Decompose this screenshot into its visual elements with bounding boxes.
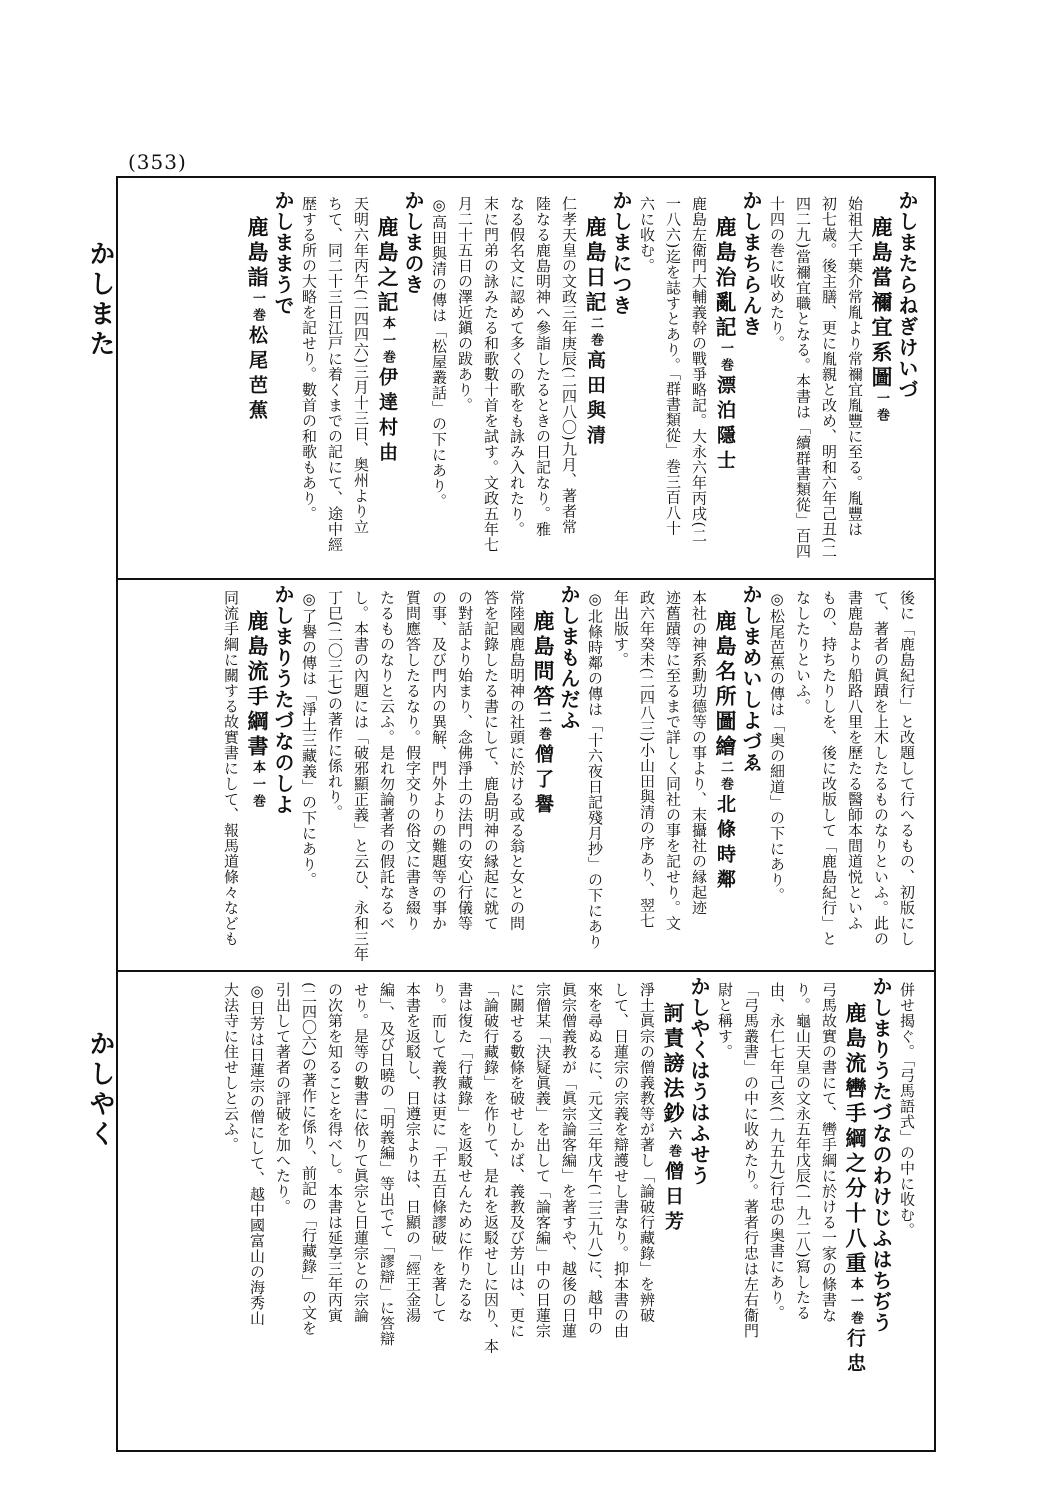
entry-body-line: 始祖大千葉介常胤より常禰宜胤豐に至る。胤豐は xyxy=(846,196,864,537)
entry-volume: 一巻 xyxy=(250,291,265,325)
entry-body-line: ちて、同二十三日江戸に着くまでの記にて、途中經 xyxy=(326,196,344,553)
entry-volume: 一巻 xyxy=(718,341,733,375)
catalog-entry xyxy=(764,584,920,964)
entry-body-line: 月二十五日の澤近鎭の跋あり。 xyxy=(456,196,474,413)
entry-body-line: 「弓馬叢書」の中に收めたり。著者行忠は左右衞門 xyxy=(742,982,760,1339)
catalog-entry xyxy=(244,190,296,570)
entry-body-line: ◎松尾芭蕉の傳は「奥の細道」の下にあり。 xyxy=(768,590,786,903)
entry-author: 漂泊隱士 xyxy=(714,375,736,475)
entry-body-line: なしたりといふ。 xyxy=(794,590,812,714)
entry-title: 鹿島流轡手綱之分十八重 xyxy=(843,1002,868,1277)
entry-body-line: 本書を返駁し、日遵宗よりは、日顯の「經王金湯 xyxy=(404,982,422,1323)
entry-body-line: 書は復た「行藏錄」を返駁せんために作りたるな xyxy=(456,982,474,1323)
entry-body-line: 答を記錄したる書にして、鹿島明神の縁起に就て xyxy=(482,590,500,931)
entry-body-line: せり。是等の數書に依りて眞宗と日蓮宗との宗論 xyxy=(352,982,370,1323)
entry-body-line: 迹舊蹟等に至るまで詳しく同社の事を記せり。文 xyxy=(664,590,682,931)
entry-volume: 本一巻 xyxy=(250,760,265,811)
entry-author: 北條時鄰 xyxy=(714,794,736,894)
entry-reading-heading: かしまのき xyxy=(401,190,425,295)
divider-top xyxy=(116,578,936,580)
entry-body-line: 本社の神系勳功德等の事より、末攝社の縁起迹 xyxy=(690,590,708,916)
catalog-entry xyxy=(894,976,920,1446)
entry-body-line: 「論破行藏錄」を作りて、是れを返駁せしに因り、本 xyxy=(482,982,500,1354)
entry-title: 鹿島詣 xyxy=(245,216,270,291)
entry-body-line: 編」、及び日曉の「明義編」等出でて「謬辯」に答辯 xyxy=(378,982,396,1347)
entry-body-line: 宗僧某「決疑眞義」を出して「論客編」中の日蓮宗 xyxy=(534,982,552,1339)
entry-body-line: 質問應答したるなり。假字交りの俗文に書き綴り xyxy=(404,590,422,931)
entry-title: 鹿島名所圖繪 xyxy=(713,610,738,760)
entry-body-line: 淨土眞宗の僧義教等が著し「論破行藏錄」を辨破 xyxy=(638,982,656,1323)
entry-title-line xyxy=(660,976,686,1446)
side-index-top: かしまた xyxy=(85,240,115,360)
entry-title-line xyxy=(244,584,270,964)
panel-top xyxy=(130,190,920,570)
entry-title-line xyxy=(712,584,738,964)
entry-body-line: て、著者の眞蹟を上木したるものなりといふ。此の xyxy=(872,590,890,947)
entry-body-line: 初七歳。後主膳、更に胤親と改め、明和六年己丑(二 xyxy=(820,196,838,559)
entry-volume: 二巻 xyxy=(536,710,551,744)
entry-reading-heading: かしまりうたづなのしよ xyxy=(271,584,295,815)
entry-body-line: 由、永仁七年己亥(一九五九)行忠の奥書にあり。 xyxy=(768,982,786,1321)
entry-title: 鹿島治亂記 xyxy=(713,216,738,341)
entry-author: 伊達村由 xyxy=(376,367,398,467)
entry-reading-heading: かしままうで xyxy=(271,190,295,316)
entry-body-line: ◎北條時鄰の傳は「十六夜日記殘月抄」の下にあり xyxy=(586,590,604,950)
entry-volume: 二巻 xyxy=(588,316,603,350)
entry-body-line: たるものなりと云ふ。是れ勿論著者の假託なるべ xyxy=(378,590,396,931)
catalog-entry xyxy=(712,976,894,1446)
catalog-entry xyxy=(296,584,582,964)
entry-author: 僧日芳 xyxy=(662,1161,684,1236)
entry-title-line xyxy=(244,190,270,570)
entry-title: 鹿島日記 xyxy=(583,216,608,316)
entry-body-line: 常陸國鹿島明神の社頭に於ける或る翁と女との問 xyxy=(508,590,526,931)
entry-body-line: 併せ揭ぐ。「弓馬語式」の中に收む。 xyxy=(898,982,916,1238)
entry-reading-heading: かしまたらねぎけいづ xyxy=(895,190,919,400)
entry-body-line: に關せる數條を破せしかば、義教及び芳山は、更に xyxy=(508,982,526,1339)
entry-author: 僧了譽 xyxy=(532,744,554,819)
entry-body-line: 尉と稱す。 xyxy=(716,982,734,1060)
entry-body-line: 末に門弟の詠みたる和歌數十首を試す。文政五年七 xyxy=(482,196,500,553)
catalog-entry xyxy=(426,190,634,570)
entry-volume: 本一巻 xyxy=(848,1277,863,1328)
panel-middle xyxy=(130,584,920,964)
entry-body-line: 弓馬故實の書にて、轡手綱に於ける一家の條書な xyxy=(820,982,838,1323)
entry-body-line: 六に收む。 xyxy=(638,196,656,274)
entry-body-line: り。而して義教は更に「千五百條謬破」を著して xyxy=(430,982,448,1323)
entry-body-line: 仁孝天皇の文政三年庚辰(二四八〇)九月、著者常 xyxy=(560,196,578,535)
entry-title: 訶責謗法鈔 xyxy=(661,1002,686,1127)
entry-volume: 六巻 xyxy=(666,1127,681,1161)
entry-title: 鹿島之記 xyxy=(375,216,400,316)
entry-body-line: ◎高田與清の傳は「松屋叢話」の下にあり。 xyxy=(430,196,448,509)
entry-title: 鹿島流手綱書 xyxy=(245,610,270,760)
entry-body-line: ◎日芳は日蓮宗の僧にして、越中國富山の海秀山 xyxy=(248,982,266,1326)
entry-reading-heading: かしまちらんき xyxy=(739,190,763,337)
entry-body-line: 陸なる鹿島明神へ參詣したるときの日記なり。雅 xyxy=(534,196,552,537)
entry-body-line: 後に「鹿島紀行」と改題して行へるもの、初版にし xyxy=(898,590,916,947)
entry-title-line xyxy=(712,190,738,570)
entry-body-line: 引出して著者の評破を加へたり。 xyxy=(274,982,292,1215)
catalog-entry xyxy=(296,190,426,570)
entry-reading-heading: かしまめいしよづゑ xyxy=(739,584,763,773)
entry-body-line: 十四の巻に收めたり。 xyxy=(768,196,786,351)
entry-body-line: 來を尋ぬるに、元文三年戊午(二三九八)に、越中の xyxy=(586,982,604,1336)
entry-title: 鹿島當禰宜系圖 xyxy=(869,216,894,391)
entry-reading-heading: かしまりうたづなのわけじふはちぢう xyxy=(869,976,893,1333)
entry-body-line: 政六年癸未(二四八三)小山田與清の序あり、翌七 xyxy=(638,590,656,929)
panel-bottom xyxy=(130,976,920,1446)
entry-body-line: し。本書の內題には「破邪顯正義」と云ひ、永和三年 xyxy=(352,590,370,962)
entry-body-line: 眞宗僧義教が「眞宗論客編」を著すや、越後の日蓮 xyxy=(560,982,578,1339)
entry-body-line: 鹿島左衛門大輔義幹の戰爭略記。大永六年丙戌(二 xyxy=(690,196,708,544)
catalog-entry xyxy=(634,190,764,570)
entry-reading-heading: かしまにつき xyxy=(609,190,633,316)
entry-title-line xyxy=(374,190,400,570)
entry-body-line: (二四〇六)の著作に係り、前記の「行藏錄」の文を xyxy=(300,982,318,1336)
side-index-bottom: かしやく xyxy=(85,1030,115,1150)
entry-body-line: り。龜山天皇の文永五年戊辰(一九二八)寫したる xyxy=(794,982,812,1321)
entry-author: 行忠 xyxy=(844,1328,866,1378)
entry-title-line xyxy=(582,190,608,570)
entry-body-line: 丁巳(二〇三七)の著作に係れり。 xyxy=(326,590,344,820)
entry-title: 鹿島問答 xyxy=(531,610,556,710)
entry-body-line: して、日蓮宗の宗義を辯護せし書なり。抑本書の由 xyxy=(612,982,630,1339)
entry-title-line xyxy=(842,976,868,1446)
entry-body-line: 天明六年丙午(二四四六)三月十三日、奥州より立 xyxy=(352,196,370,535)
entry-author: 松尾芭蕉 xyxy=(246,325,268,425)
entry-volume: 一巻 xyxy=(874,391,889,425)
entry-title-line xyxy=(868,190,894,570)
entry-body-line: の次第を知ることを得べし。本書は延享三年丙寅 xyxy=(326,982,344,1323)
entry-body-line: 大法寺に住せしと云ふ。 xyxy=(222,982,240,1153)
entry-body-line: もの、持ちたりしを、後に改版して「鹿島紀行」と xyxy=(820,590,838,947)
entry-body-line: 一八六)迄を誌すとあり。「群書類從」巻三百八十 xyxy=(664,196,682,536)
entry-title-line xyxy=(530,584,556,964)
catalog-entry xyxy=(218,976,712,1446)
entry-volume: 二巻 xyxy=(718,760,733,794)
entry-body-line: ◎了譽の傳は「淨土三藏義」の下にあり。 xyxy=(300,590,318,888)
divider-bottom xyxy=(116,970,936,972)
entry-body-line: 年出版す。 xyxy=(612,590,630,668)
page-number: (353) xyxy=(128,150,187,174)
catalog-entry xyxy=(218,584,296,964)
entry-reading-heading: かしまもんだふ xyxy=(557,584,581,731)
catalog-entry xyxy=(764,190,920,570)
entry-volume: 本一巻 xyxy=(380,316,395,367)
entry-body-line: 歴する所の大略を記せり。數首の和歌もあり。 xyxy=(300,196,318,522)
entry-body-line: 同流手綱に關する故實書にして、報馬道條々なども xyxy=(222,590,240,947)
entry-body-line: なる假名文に認めて多くの歌をも詠み入れたり。 xyxy=(508,196,526,537)
entry-body-line: の對話より始まり、念佛淨土の法門の安心行儀等 xyxy=(456,590,474,931)
catalog-entry xyxy=(582,584,764,964)
entry-author: 高田與清 xyxy=(584,350,606,450)
entry-body-line: の事、及び門内の異解、門外よりの難題等の事か xyxy=(430,590,448,931)
entry-body-line: 書鹿島より船路八里を歷たる醫師本間道悦といふ xyxy=(846,590,864,931)
entry-reading-heading: かしやくはうはふせう xyxy=(687,976,711,1186)
entry-body-line: 四二九)當禰宜職となる。本書は「續群書類從」百四 xyxy=(794,196,812,559)
